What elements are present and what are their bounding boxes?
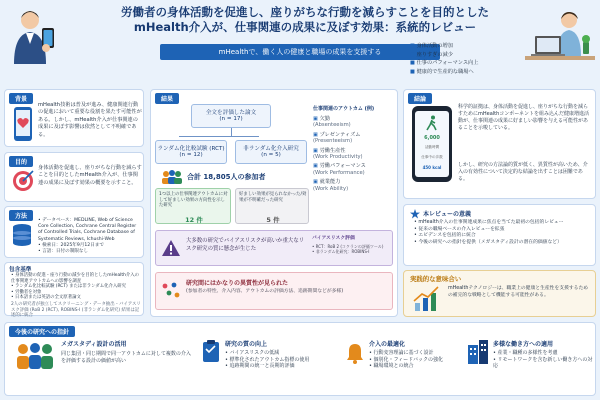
significance-heading: 本レビューの意義 bbox=[423, 211, 472, 218]
favorable-effect-box bbox=[155, 188, 231, 224]
inclusion-heading: 包含基準 bbox=[9, 267, 32, 273]
phone-heart-icon bbox=[11, 106, 35, 142]
rct-box bbox=[155, 140, 227, 164]
background-text: mHealth技術は普及が進み、健康関連行動の促進において重要な役割を果たす可能性がある。しかし、mHealth介入が仕事関連の成果に及ぼす影響は依然として不明確である。 bbox=[38, 102, 142, 138]
inclusion-item: • ランダム化比較試験 (RCT) または非ランダム化介入研究 bbox=[11, 284, 141, 290]
method-heading: 方法 bbox=[9, 210, 33, 221]
bell-icon bbox=[345, 341, 365, 365]
outcome-item: ▣ プレゼンティズム (Presenteeism) bbox=[313, 131, 361, 145]
future-col3-item: • 行動変容理論に基づく設計 bbox=[369, 350, 465, 357]
method-item: • データベース：MEDLINE, Web of Science Core Collection, Cochrane Central Register of Controlled Trials, Cochrane Database of Systematic Reviews, Ichushi-Web bbox=[38, 218, 142, 243]
background-panel bbox=[4, 89, 144, 147]
benefits-list bbox=[410, 42, 520, 76]
heterogeneity-box bbox=[155, 272, 393, 310]
benefit-item: ■ 健康的で生産的な職場へ bbox=[410, 68, 520, 77]
clipboard-icon bbox=[201, 339, 221, 363]
title-line-2: mHealth介入が、仕事関連の成果に及ぼす効果：系統的レビュー bbox=[133, 20, 477, 34]
nonrct-label: 非ランダム化介入研究 bbox=[243, 146, 299, 152]
aim-panel bbox=[4, 152, 144, 202]
future-col3-item: • 職場環境との統合 bbox=[369, 363, 465, 370]
nonrct-n: (n = 5) bbox=[261, 152, 281, 158]
subtitle-banner: mHealthで、働く人の健康と職場の成果を支援する bbox=[160, 44, 440, 60]
conclusion-panel bbox=[403, 89, 596, 199]
total-n: (n = 17) bbox=[219, 116, 243, 122]
significance-item: • エビデンスを包括的に統合 bbox=[414, 233, 592, 240]
future-col2-title: 研究の質の向上 bbox=[225, 341, 268, 348]
significance-item: • 今後の研究への指針を提供（メガスタディ設計の潜在的価値など） bbox=[414, 240, 592, 247]
outcomes-list bbox=[313, 116, 395, 192]
method-item: • 検索日：2025年9月12日まで bbox=[38, 243, 142, 249]
aim-heading: 目的 bbox=[9, 156, 33, 167]
inclusion-item: • 労働者を対象 bbox=[11, 290, 141, 296]
rct-label: ランダム化比較試験 (RCT) bbox=[157, 146, 225, 152]
significance-item: • mHealth介入の仕事関連成果に焦点を当てた最初の包括的レビュー bbox=[414, 220, 592, 227]
future-col2-list bbox=[225, 350, 343, 370]
star-icon bbox=[410, 209, 420, 219]
benefit-item: ■ 座りすぎの減少 bbox=[410, 51, 520, 60]
heterogeneity-title: 研究間にはかなりの異質性が見られた bbox=[186, 280, 289, 287]
inclusion-item: • 身体活動の促進・座り行動の減少を目的としたmHealth介入の仕事関連アウトカムへの影響を調査 bbox=[11, 273, 141, 284]
outcome-item: ▣ 労働生産性 (Work Productivity) bbox=[313, 147, 363, 161]
benefit-item: ■ 身体活動の増加 bbox=[410, 42, 520, 51]
inclusion-item: • 日本語または英語の全文原著論文 bbox=[11, 295, 141, 301]
total-label: 全文を評価した論文 bbox=[205, 110, 257, 116]
people-icon bbox=[161, 170, 183, 184]
phone-value3: 450 kcal bbox=[422, 165, 442, 170]
no-effect-count: 5 件 bbox=[266, 216, 280, 224]
practical-heading: 実践的な意味合い bbox=[410, 275, 462, 283]
database-icon bbox=[11, 223, 33, 247]
flow-connector bbox=[179, 136, 259, 137]
inclusion-panel bbox=[4, 262, 144, 319]
inclusion-list bbox=[11, 273, 141, 319]
target-icon bbox=[11, 169, 35, 193]
bias-tools bbox=[312, 244, 392, 255]
bias-text: 大多数の研究でバイアスリスクが高いか重大なリスク研究の質に懸念が生じた bbox=[186, 238, 305, 252]
person-at-laptop-icon bbox=[525, 6, 595, 62]
aim-text: 身体活動を促進し、座りがちな行動を減らすことを目的としたmHealth介入が、仕事関連の成果に及ぼす効果の概要を示すこと。 bbox=[38, 165, 142, 186]
bias-tool-item: • RCT：RoB 2 (コクランの評価ツール) bbox=[312, 244, 392, 249]
future-heading: 今後の研究への指針 bbox=[9, 326, 75, 337]
method-panel bbox=[4, 206, 144, 258]
future-col3-list bbox=[369, 350, 465, 370]
bias-box bbox=[155, 230, 393, 266]
inclusion-tool-note: 2人の研究者が独立してスクリーニング・データ抽出・バイアスリスク評価 (RoB 2 (RCT), ROBINS-I (非ランダム化研究) 結果は記述的に統合 bbox=[11, 301, 141, 319]
method-item: • 言語：日付の制限なし bbox=[38, 249, 142, 255]
rct-n: (n = 12) bbox=[179, 152, 203, 158]
future-col4-item: • リモートワークを含む新しい働き方への対応 bbox=[493, 357, 593, 370]
total-papers-box bbox=[191, 104, 271, 128]
future-col1-title: メガスタディ設計の活用 bbox=[61, 341, 127, 348]
conclusion-heading: 結論 bbox=[408, 93, 432, 104]
favorable-effect-label: 1つ以上の仕事関連アウトカムに対して好ましい効果の方向性を示した研究 bbox=[159, 192, 228, 209]
participants-total: 合計 18,805人の参加者 bbox=[187, 173, 266, 181]
person-with-phone-icon bbox=[4, 4, 62, 66]
significance-item: • 従来の職場ベースの介入レビューを拡張 bbox=[414, 227, 592, 234]
warning-icon bbox=[161, 239, 181, 257]
buildings-icon bbox=[467, 339, 489, 365]
bias-tool-item: • 非ランダム化研究：ROBINS-I bbox=[312, 249, 392, 254]
practical-panel bbox=[403, 270, 596, 317]
phone-label3: 仕事中の歩数 bbox=[421, 155, 443, 159]
conclusion-text-2: しかし、研究の方法論的質が低く、異質性が高いため、介入の有効性について決定的な結論を出すことは困難である。 bbox=[458, 162, 588, 182]
results-panel bbox=[150, 89, 398, 317]
future-col3-item: • 個別化・フィードバックの強化 bbox=[369, 357, 465, 364]
conclusion-text-1: 科学的証拠は、身体活動を促進し、座りがちな行動を減らすためにmHealthコンポーネントを組み込んだ健康増進活動が、仕事関連の成果に好ましい影響を与える可能性があることを示唆している。 bbox=[458, 104, 590, 131]
favorable-effect-count: 12 件 bbox=[185, 216, 203, 224]
heterogeneity-text: (参加者の特性、介入内容、アウトカムの評価方法、追跡期間などが多様) bbox=[186, 289, 344, 294]
walking-icon bbox=[425, 115, 439, 131]
phone-mockup bbox=[412, 106, 452, 182]
scatter-icon bbox=[161, 281, 181, 301]
future-col1-text: 同じ集団・同じ期間で同一アウトカムに対して複数の介入を評価する設計の価値が高い bbox=[61, 351, 191, 364]
outcome-item: ▣ 労働パフォーマンス (Work Performance) bbox=[313, 163, 366, 176]
flow-connector bbox=[231, 128, 232, 136]
future-col2-item: • バイアスリスクの低減 bbox=[225, 350, 343, 357]
no-effect-label: 好ましい効果が見られなかった/効果が不明確だった研究 bbox=[239, 192, 307, 203]
method-list bbox=[38, 218, 142, 255]
title-line-1: 労働者の身体活動を促進し、座りがちな行動を減らすことを目的とした bbox=[121, 5, 489, 19]
outcome-item: ▣ 欠勤 (Absenteeism) bbox=[313, 116, 351, 129]
future-col4-item: • 産業・職種の多様性を考慮 bbox=[493, 350, 593, 357]
growth-chart-icon bbox=[412, 285, 440, 313]
nonrct-box bbox=[235, 140, 307, 164]
no-effect-box bbox=[235, 188, 309, 224]
future-col2-item: • 標準化されたアウトカム指標の使用 bbox=[225, 357, 343, 364]
outcome-item: ▣ 就業能力 (Work Ability) bbox=[313, 179, 349, 192]
background-heading: 背景 bbox=[9, 93, 33, 104]
benefit-item: ■ 仕事のパフォーマンス向上 bbox=[410, 59, 520, 68]
outcomes-title: 仕事関連のアウトカム (例) bbox=[313, 106, 375, 112]
future-col4-title: 多様な働き方への適用 bbox=[493, 341, 554, 348]
significance-list bbox=[414, 220, 592, 246]
significance-panel bbox=[403, 204, 596, 266]
future-panel bbox=[4, 322, 596, 396]
group-people-icon bbox=[15, 341, 55, 371]
future-col2-item: • 追跡期間の統一と長期的評価 bbox=[225, 363, 343, 370]
practical-text: mHealthテクノロジーは、職業上の健康と生産性を支援するための補完的な戦略として機能する可能性がある。 bbox=[448, 286, 589, 298]
phone-screen bbox=[415, 111, 449, 177]
future-col3-title: 介入の最適化 bbox=[369, 341, 406, 348]
bias-tool-title: バイアスリスク評価 bbox=[312, 236, 355, 241]
phone-label2: 活動時間 bbox=[424, 145, 440, 149]
phone-steps: 6,000 bbox=[424, 135, 440, 141]
future-col4-list bbox=[493, 350, 593, 370]
results-heading: 結果 bbox=[155, 93, 179, 104]
